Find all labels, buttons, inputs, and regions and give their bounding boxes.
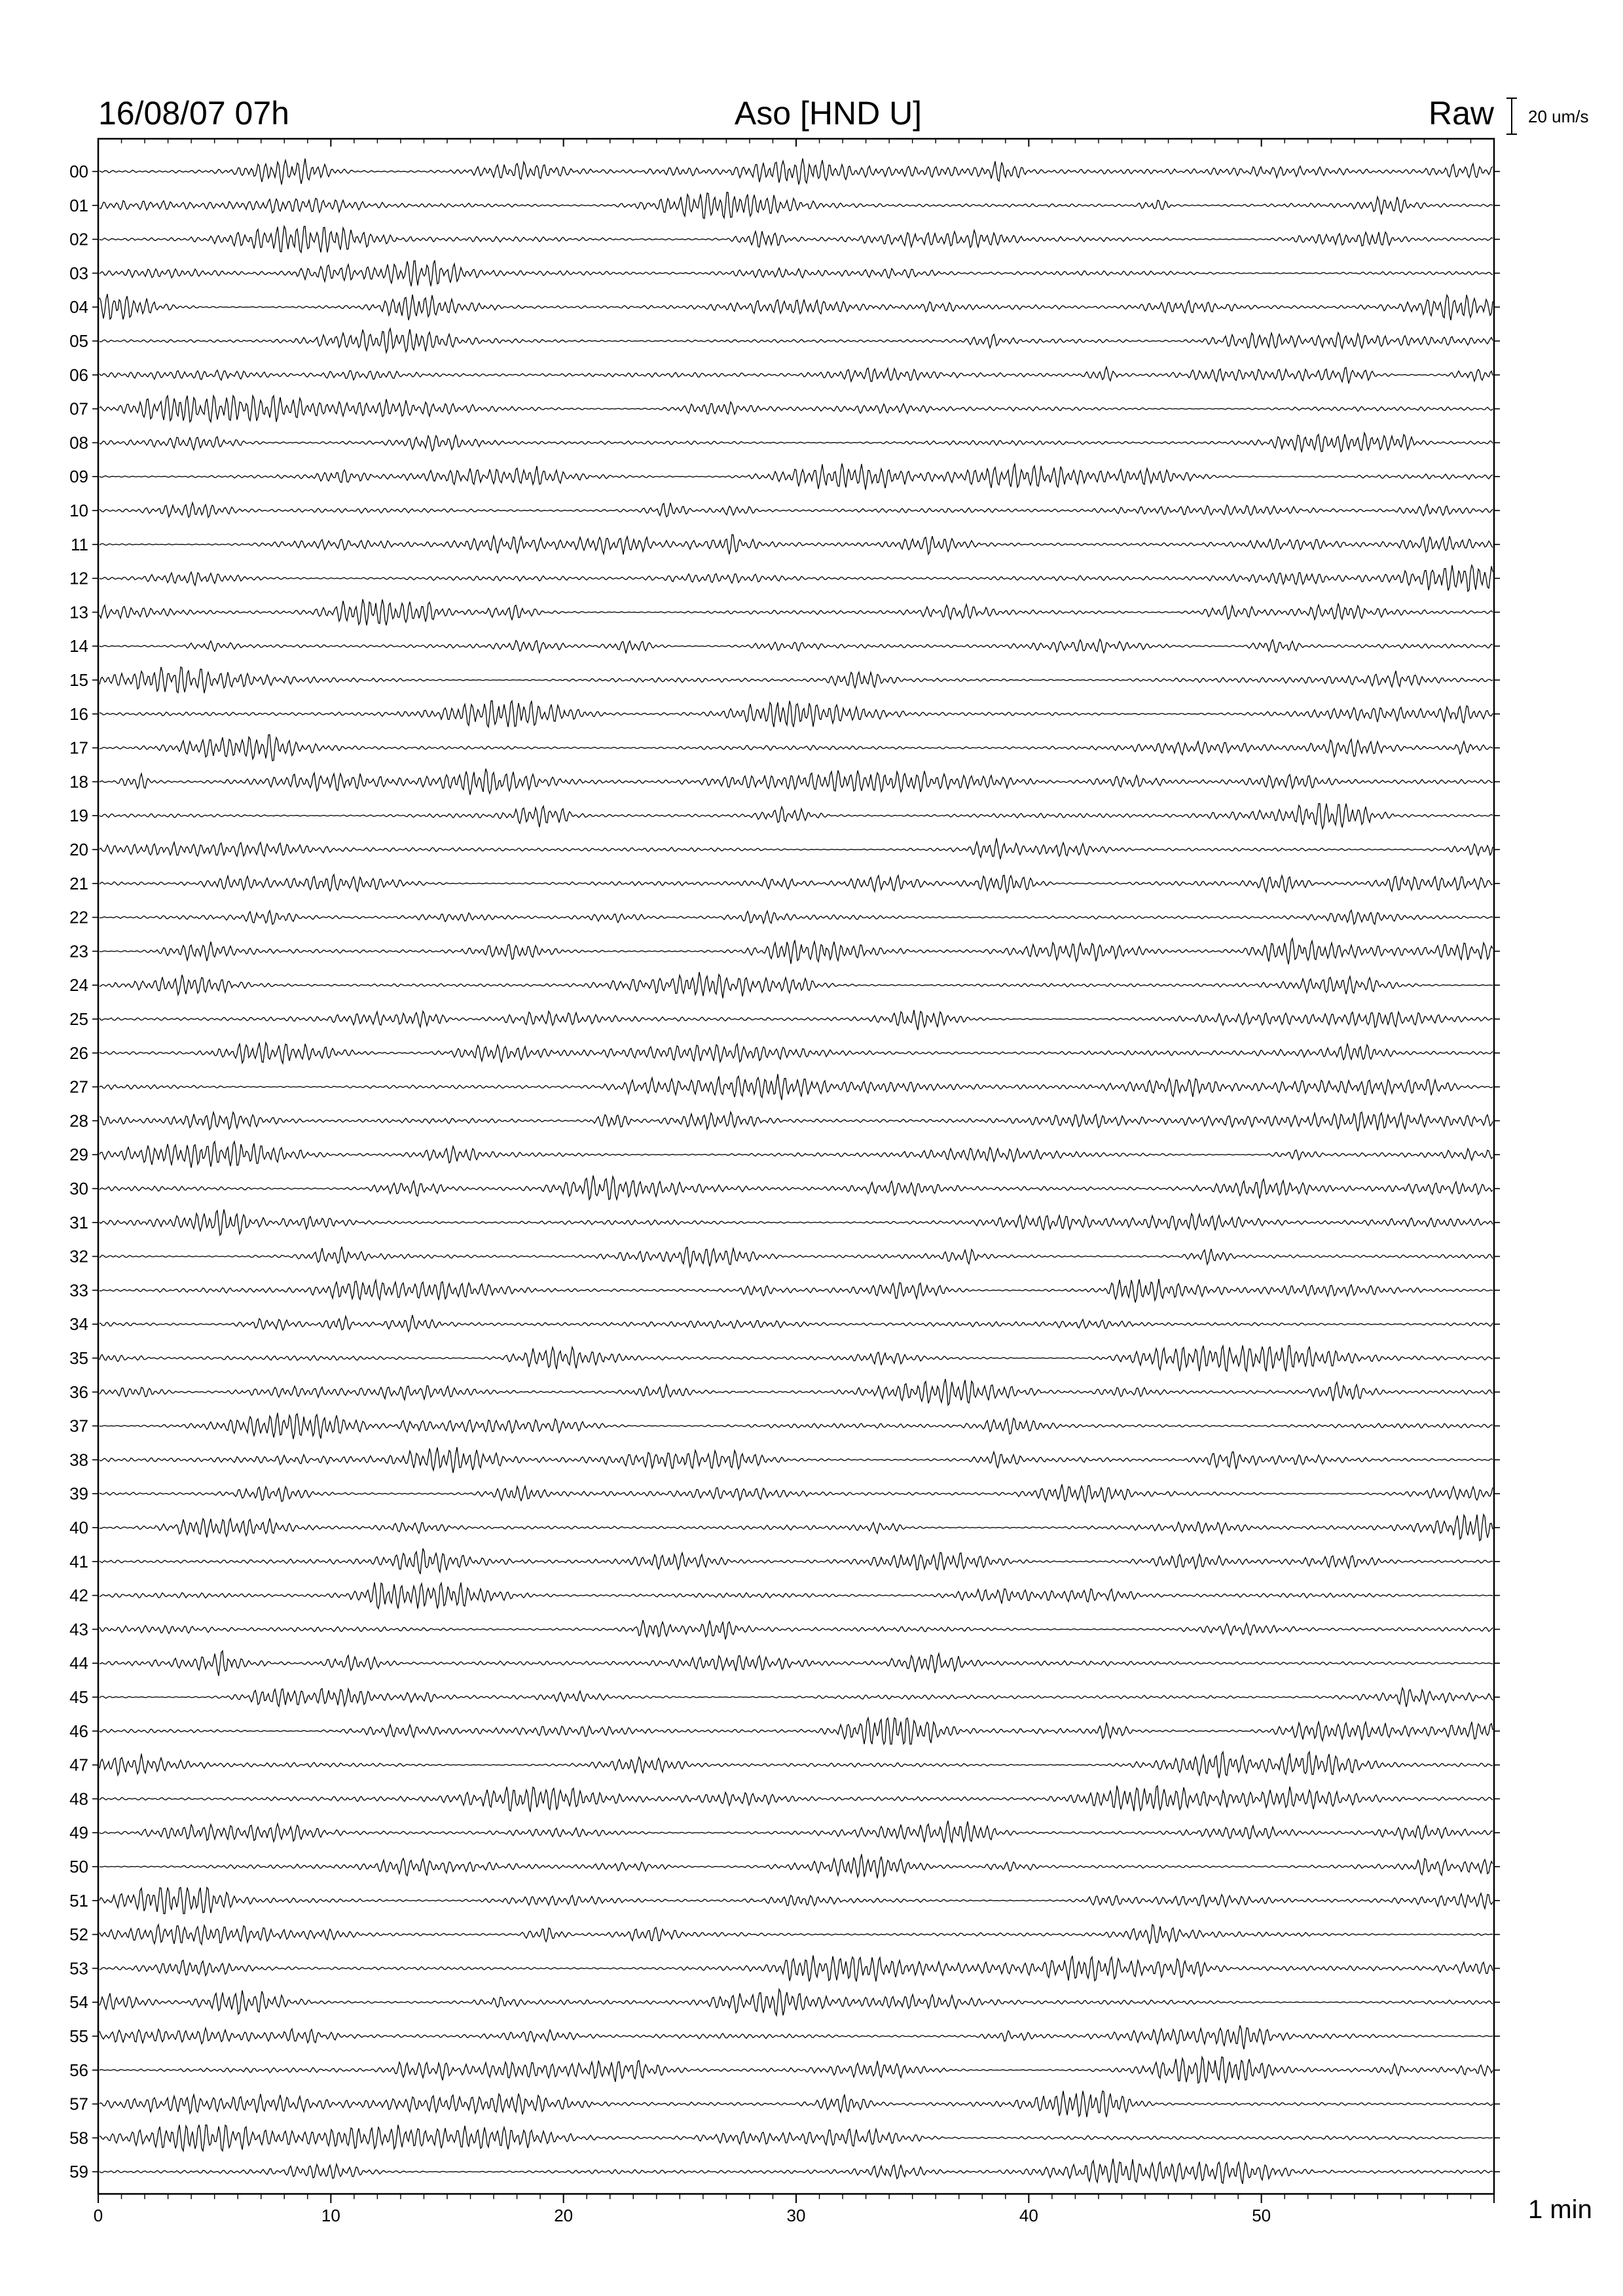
trace-row-22: [100, 910, 1493, 925]
trace-row-40: [100, 1515, 1493, 1541]
trace-row-33: [100, 1279, 1493, 1302]
row-label: 44: [69, 1653, 88, 1674]
trace-row-20: [100, 838, 1493, 859]
trace-row-52: [100, 1925, 1493, 1945]
trace-row-59: [100, 2159, 1493, 2184]
traces: [100, 158, 1493, 2184]
row-label: 10: [69, 501, 88, 520]
row-label: 50: [69, 1857, 88, 1876]
trace-row-41: [100, 1549, 1493, 1574]
row-label: 30: [69, 1179, 88, 1198]
trace-row-47: [100, 1752, 1493, 1778]
trace-row-38: [100, 1447, 1493, 1473]
row-label: 37: [69, 1416, 88, 1436]
trace-row-55: [100, 2026, 1493, 2049]
row-label: 19: [69, 806, 88, 826]
row-label: 17: [69, 738, 88, 758]
row-label: 41: [69, 1551, 88, 1571]
row-labels: [69, 162, 88, 2181]
row-label: 43: [69, 1619, 88, 1640]
row-label: 52: [69, 1924, 88, 1945]
row-label: 51: [69, 1890, 88, 1910]
row-label: 35: [69, 1348, 88, 1368]
trace-row-02: [100, 226, 1493, 253]
x-tick-label: 30: [786, 2206, 806, 2225]
trace-row-00: [100, 158, 1493, 185]
trace-row-42: [100, 1583, 1493, 1609]
row-label: 21: [69, 873, 88, 893]
row-label: 34: [69, 1314, 88, 1335]
row-label: 11: [71, 534, 88, 554]
x-tick-label: 20: [554, 2206, 574, 2225]
row-label: 31: [69, 1212, 88, 1232]
row-label: 03: [69, 263, 88, 283]
trace-row-32: [100, 1247, 1493, 1267]
trace-row-17: [100, 735, 1493, 761]
plot-frame: [98, 139, 1494, 2194]
trace-row-18: [100, 768, 1493, 795]
trace-row-06: [100, 367, 1493, 384]
row-label: 58: [69, 2128, 88, 2148]
x-tick-label: 10: [321, 2206, 340, 2225]
trace-row-51: [100, 1888, 1493, 1914]
row-label: 59: [69, 2162, 88, 2182]
trace-row-04: [100, 294, 1493, 320]
trace-row-34: [100, 1315, 1493, 1331]
station-title: Aso [HND U]: [734, 95, 922, 132]
trace-row-03: [100, 260, 1493, 287]
trace-row-53: [100, 1956, 1493, 1982]
trace-row-31: [100, 1210, 1493, 1235]
trace-row-37: [100, 1413, 1493, 1439]
row-label: 46: [69, 1721, 88, 1741]
trace-row-36: [100, 1379, 1493, 1405]
trace-row-21: [100, 874, 1493, 892]
trace-row-35: [100, 1346, 1493, 1371]
row-label: 28: [69, 1111, 88, 1131]
x-axis-tick-labels: [94, 2206, 1271, 2225]
trace-row-44: [100, 1651, 1493, 1676]
trace-row-13: [100, 599, 1493, 625]
trace-row-16: [100, 701, 1493, 727]
x-tick-label: 0: [93, 2206, 103, 2225]
row-label: 40: [69, 1518, 88, 1537]
trace-row-23: [100, 939, 1493, 965]
row-label: 16: [69, 704, 88, 724]
row-label: 48: [69, 1789, 88, 1809]
trace-row-48: [100, 1785, 1493, 1812]
row-label: 29: [69, 1145, 88, 1165]
row-label: 24: [69, 975, 88, 996]
row-label: 01: [69, 195, 88, 215]
trace-row-29: [100, 1141, 1493, 1168]
row-label: 12: [69, 568, 88, 588]
x-tick-label: 50: [1252, 2206, 1271, 2225]
row-label: 53: [69, 1958, 88, 1979]
trace-row-25: [100, 1010, 1493, 1030]
trace-row-27: [100, 1074, 1493, 1100]
row-label: 15: [69, 670, 88, 690]
row-label: 20: [69, 840, 88, 859]
row-label: 25: [69, 1009, 88, 1029]
amplitude-scale-label: 20 um/s: [1528, 107, 1589, 126]
mode-label: Raw: [1428, 95, 1494, 132]
trace-row-11: [100, 535, 1493, 554]
row-label: 13: [69, 602, 88, 622]
trace-row-54: [100, 1989, 1493, 2015]
trace-row-08: [100, 433, 1493, 452]
trace-row-45: [100, 1688, 1493, 1707]
trace-row-30: [100, 1175, 1493, 1200]
row-label: 05: [69, 331, 88, 351]
trace-row-09: [100, 463, 1493, 490]
row-label: 47: [69, 1755, 88, 1775]
trace-row-56: [100, 2057, 1493, 2083]
row-label: 49: [69, 1823, 88, 1843]
row-label: 55: [69, 2026, 88, 2046]
scale-bar: [1506, 98, 1517, 134]
datetime-label: 16/08/07 07h: [98, 95, 289, 132]
row-label: 08: [69, 433, 88, 453]
row-label: 33: [69, 1280, 88, 1300]
trace-row-50: [100, 1854, 1493, 1878]
trace-row-12: [100, 565, 1493, 592]
row-label: 00: [69, 162, 88, 181]
row-label: 02: [69, 229, 88, 249]
x-axis-ticks: [98, 139, 1494, 2203]
row-label: 32: [69, 1246, 88, 1266]
row-label: 56: [69, 2060, 88, 2080]
row-label: 57: [69, 2094, 88, 2114]
trace-row-10: [100, 503, 1493, 517]
row-label: 14: [69, 636, 88, 656]
row-label: 38: [69, 1450, 88, 1470]
trace-row-15: [100, 667, 1493, 693]
trace-row-39: [100, 1484, 1493, 1503]
row-label: 39: [69, 1484, 88, 1504]
row-label: 04: [69, 297, 88, 317]
trace-row-19: [100, 804, 1493, 829]
trace-row-43: [100, 1620, 1493, 1640]
trace-row-28: [100, 1112, 1493, 1131]
trace-row-58: [100, 2125, 1493, 2151]
trace-row-14: [100, 639, 1493, 654]
trace-row-26: [100, 1043, 1493, 1064]
trace-row-24: [100, 972, 1493, 998]
x-axis-unit-label: 1 min: [1528, 2195, 1592, 2224]
row-label: 18: [69, 772, 88, 792]
row-label: 26: [69, 1043, 88, 1063]
trace-row-46: [100, 1718, 1493, 1744]
row-label: 09: [69, 467, 88, 487]
trace-row-07: [100, 396, 1493, 422]
trace-row-05: [100, 329, 1493, 352]
trace-row-01: [100, 192, 1493, 219]
x-tick-label: 40: [1019, 2206, 1038, 2225]
trace-row-57: [100, 2091, 1493, 2117]
row-label: 45: [69, 1687, 88, 1707]
row-label: 27: [69, 1077, 88, 1097]
row-label: 07: [69, 399, 88, 419]
row-label: 54: [69, 1992, 88, 2013]
row-label: 22: [69, 907, 88, 927]
row-label: 23: [69, 941, 88, 961]
row-label: 42: [69, 1585, 88, 1605]
trace-row-49: [100, 1821, 1493, 1843]
row-label: 06: [69, 365, 88, 385]
row-label: 36: [69, 1382, 88, 1402]
